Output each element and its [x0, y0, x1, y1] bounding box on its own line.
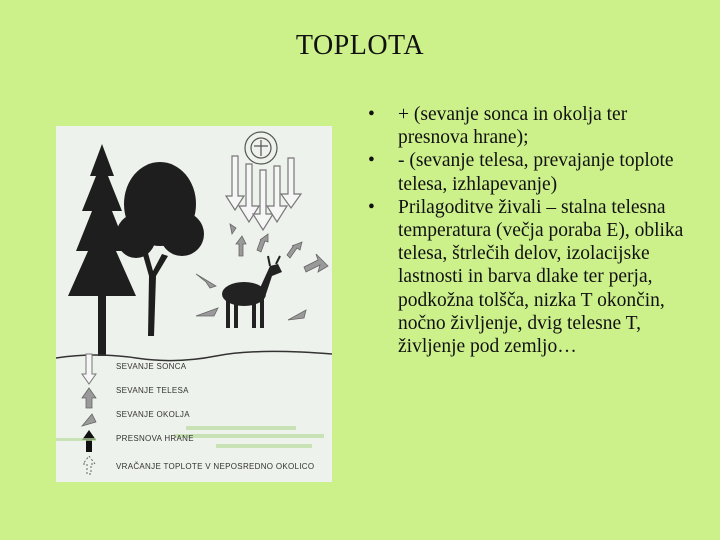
bullet-item [368, 103, 688, 149]
bullet-text: - (sevanje telesa, prevajanje toplote telesa, izhlapevanje) [398, 150, 674, 195]
bullet-list [368, 103, 688, 358]
slide-title: TOPLOTA [295, 30, 425, 61]
legend-label: SEVANJE TELESA [116, 386, 189, 395]
bullet-item [368, 149, 688, 195]
bullet-item [368, 196, 688, 358]
bullet-text: + (sevanje sonca in okolja ter presnova hrane); [398, 104, 628, 149]
bullet-dot: • [368, 104, 375, 125]
bullet-dot: • [368, 150, 375, 172]
bullet-text: Prilagoditve živali – stalna telesna temperatura (večja poraba E), oblika telesa, štrlečih delov, izolacijske lastnosti in barva dlake ter perja, podkožna tolšča, nizka T okončin, nočno življenje, dvig telesne T, življenje pod zemljo… [398, 196, 684, 358]
legend-label: VRAČANJE TOPLOTE V NEPOSREDNO OKOLICO [116, 462, 315, 471]
heat-exchange-illustration [56, 126, 332, 482]
legend-label: PRESNOVA HRANE [116, 434, 194, 443]
legend-label: SEVANJE SONCA [116, 362, 187, 371]
bullet-dot: • [368, 196, 375, 218]
legend-label: SEVANJE OKOLJA [116, 410, 190, 419]
figure-legend [56, 126, 332, 482]
